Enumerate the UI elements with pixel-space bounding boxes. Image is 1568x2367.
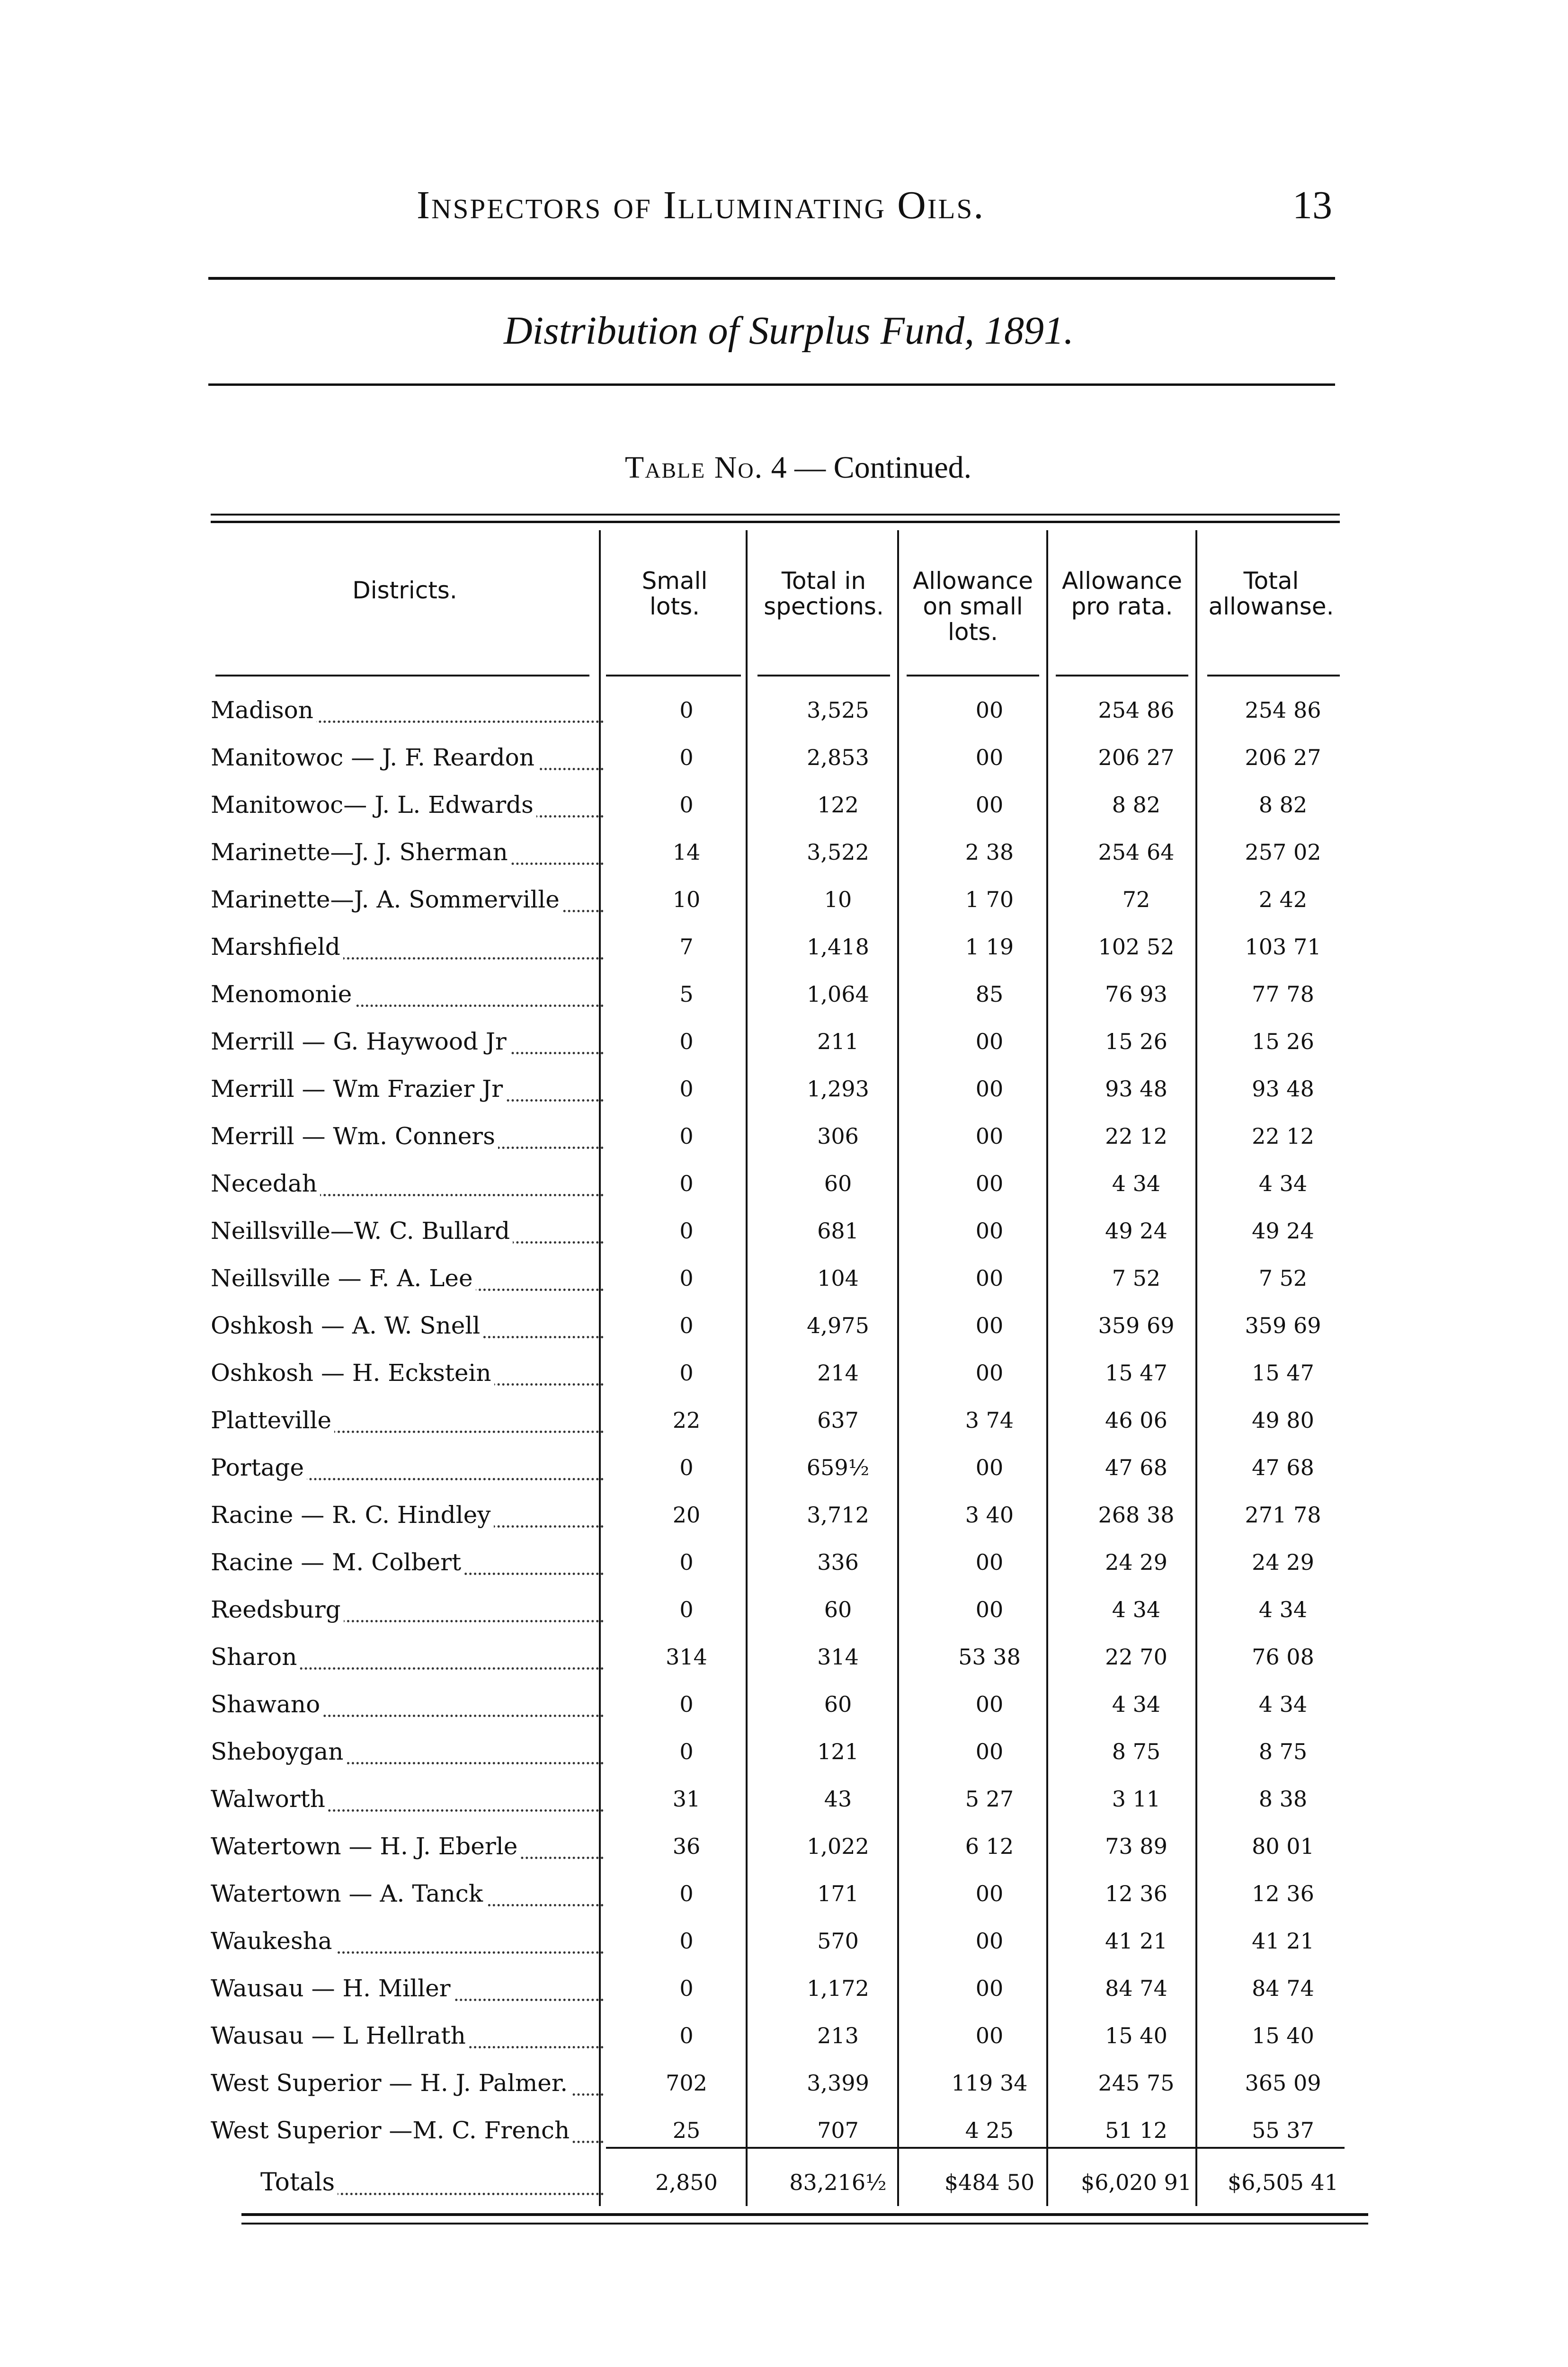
header-underline bbox=[215, 675, 589, 676]
allowance-pro-rata-cell: 102 52 bbox=[1098, 934, 1175, 960]
district-name: West Superior — H. J. Palmer. bbox=[211, 2069, 570, 2097]
table-row bbox=[0, 686, 1568, 734]
small-lots-cell: 5 bbox=[679, 981, 694, 1007]
total-allowance-cell: 24 29 bbox=[1252, 1549, 1314, 1575]
table-caption bbox=[0, 450, 1568, 486]
total-inspections-cell: 122 bbox=[817, 792, 859, 818]
allowance-pro-rata-cell: 206 27 bbox=[1098, 745, 1175, 770]
allowance-pro-rata-cell: 73 89 bbox=[1105, 1833, 1167, 1859]
table-bottom-rule-1 bbox=[241, 2213, 1368, 2216]
district-name: Platteville bbox=[211, 1406, 334, 1434]
total-inspections-cell: 104 bbox=[817, 1265, 859, 1291]
total-allowance-cell: 15 40 bbox=[1252, 2023, 1314, 2048]
total-allowance-cell: 12 36 bbox=[1252, 1881, 1314, 1906]
district-cell bbox=[211, 1633, 604, 1681]
table-bottom-rule-2 bbox=[241, 2223, 1368, 2225]
allowance-pro-rata-cell: 24 29 bbox=[1105, 1549, 1167, 1575]
section-subtitle: Distribution of Surplus Fund, 1891. bbox=[503, 309, 1074, 353]
district-name: Merrill — G. Haywood Jr bbox=[211, 1028, 509, 1055]
allowance-pro-rata-cell: 8 82 bbox=[1112, 792, 1161, 818]
district-name: Wausau — H. Miller bbox=[211, 1975, 454, 2002]
total-inspections-cell: 171 bbox=[817, 1881, 859, 1906]
table-row bbox=[0, 1018, 1568, 1065]
district-name: Shawano bbox=[211, 1691, 323, 1718]
table-row bbox=[0, 1870, 1568, 1917]
total-inspections-cell: 659½ bbox=[806, 1455, 870, 1480]
small-lots-cell: 702 bbox=[666, 2070, 707, 2096]
district-cell bbox=[211, 1397, 604, 1444]
district-name: Neillsville—W. C. Bullard bbox=[211, 1217, 513, 1245]
district-cell bbox=[211, 1586, 604, 1633]
total-inspections-cell: 211 bbox=[817, 1029, 859, 1054]
total-inspections-cell: 681 bbox=[817, 1218, 859, 1244]
allowance-pro-rata-cell: 254 86 bbox=[1098, 697, 1175, 723]
allowance-pro-rata-cell: 4 34 bbox=[1112, 1171, 1161, 1196]
total-inspections-cell: 637 bbox=[817, 1407, 859, 1433]
totals-allowance-small-lots: $484 50 bbox=[944, 2170, 1035, 2195]
small-lots-cell: 0 bbox=[679, 1360, 694, 1386]
table-row bbox=[0, 1491, 1568, 1539]
district-name: Merrill — Wm. Conners bbox=[211, 1122, 498, 1150]
small-lots-cell: 0 bbox=[679, 1739, 694, 1764]
total-inspections-cell: 3,712 bbox=[807, 1502, 869, 1528]
header-underline bbox=[606, 675, 741, 676]
small-lots-cell: 31 bbox=[672, 1786, 701, 1812]
allowance-small-lots-cell: 00 bbox=[975, 1881, 1004, 1906]
total-allowance-cell: 84 74 bbox=[1252, 1975, 1314, 2001]
table-row bbox=[0, 1160, 1568, 1207]
allowance-small-lots-cell: 00 bbox=[975, 697, 1004, 723]
table-row bbox=[0, 923, 1568, 970]
allowance-small-lots-cell: 00 bbox=[975, 1076, 1004, 1102]
district-cell bbox=[211, 1728, 604, 1775]
district-name: Waukesha bbox=[211, 1927, 335, 1955]
district-cell bbox=[211, 1302, 604, 1349]
total-inspections-cell: 1,022 bbox=[807, 1833, 869, 1859]
total-inspections-cell: 213 bbox=[817, 2023, 859, 2048]
total-inspections-cell: 214 bbox=[817, 1360, 859, 1386]
total-inspections-cell: 3,522 bbox=[807, 839, 869, 865]
total-allowance-cell: 49 24 bbox=[1252, 1218, 1314, 1244]
district-name: Portage bbox=[211, 1454, 307, 1481]
allowance-small-lots-cell: 6 12 bbox=[965, 1833, 1014, 1859]
district-name: Racine — M. Colbert bbox=[211, 1548, 464, 1576]
allowance-small-lots-cell: 00 bbox=[975, 1029, 1004, 1054]
total-allowance-cell: 254 86 bbox=[1245, 697, 1321, 723]
district-cell bbox=[211, 1965, 604, 2012]
district-name: Sheboygan bbox=[211, 1738, 346, 1765]
small-lots-cell: 0 bbox=[679, 1549, 694, 1575]
table-row bbox=[0, 1775, 1568, 1823]
total-inspections-cell: 60 bbox=[824, 1171, 852, 1196]
allowance-pro-rata-cell: 4 34 bbox=[1112, 1597, 1161, 1622]
small-lots-cell: 10 bbox=[672, 887, 701, 912]
table-row bbox=[0, 1539, 1568, 1586]
allowance-small-lots-cell: 00 bbox=[975, 1218, 1004, 1244]
small-lots-cell: 25 bbox=[672, 2118, 701, 2143]
totals-row bbox=[0, 2159, 1568, 2206]
total-allowance-cell: 47 68 bbox=[1252, 1455, 1314, 1480]
total-allowance-cell: 15 47 bbox=[1252, 1360, 1314, 1386]
total-allowance-cell: 4 34 bbox=[1258, 1597, 1308, 1622]
allowance-pro-rata-cell: 15 26 bbox=[1105, 1029, 1167, 1054]
table-row bbox=[0, 1586, 1568, 1633]
district-cell bbox=[211, 1349, 604, 1397]
district-cell bbox=[211, 1539, 604, 1586]
total-allowance-cell: 41 21 bbox=[1252, 1928, 1314, 1954]
allowance-small-lots-cell: 00 bbox=[975, 1975, 1004, 2001]
total-inspections-cell: 60 bbox=[824, 1691, 852, 1717]
total-allowance-cell: 271 78 bbox=[1245, 1502, 1321, 1528]
header-underline bbox=[907, 675, 1039, 676]
allowance-small-lots-cell: 00 bbox=[975, 1313, 1004, 1338]
total-inspections-cell: 336 bbox=[817, 1549, 859, 1575]
small-lots-cell: 0 bbox=[679, 745, 694, 770]
small-lots-cell: 0 bbox=[679, 2023, 694, 2048]
table-row bbox=[0, 734, 1568, 781]
total-allowance-cell: 103 71 bbox=[1245, 934, 1321, 960]
allowance-pro-rata-cell: 41 21 bbox=[1105, 1928, 1167, 1954]
district-cell bbox=[211, 1775, 604, 1823]
column-header-total-inspections: Total in spections. bbox=[764, 567, 884, 620]
table-row bbox=[0, 1917, 1568, 1965]
column-header-allowance-pro-rata: Allowance pro rata. bbox=[1061, 567, 1183, 620]
allowance-pro-rata-cell: 93 48 bbox=[1105, 1076, 1167, 1102]
header-underline bbox=[1207, 675, 1340, 676]
district-cell bbox=[211, 2059, 604, 2107]
district-cell bbox=[211, 1065, 604, 1112]
allowance-pro-rata-cell: 15 40 bbox=[1105, 2023, 1167, 2048]
total-inspections-cell: 1,064 bbox=[807, 981, 869, 1007]
district-name: Oshkosh — A. W. Snell bbox=[211, 1312, 483, 1339]
district-cell bbox=[211, 1823, 604, 1870]
allowance-pro-rata-cell: 22 70 bbox=[1105, 1644, 1167, 1670]
total-allowance-cell: 76 08 bbox=[1252, 1644, 1314, 1670]
small-lots-cell: 0 bbox=[679, 1881, 694, 1906]
total-inspections-cell: 707 bbox=[817, 2118, 859, 2143]
allowance-pro-rata-cell: 84 74 bbox=[1105, 1975, 1167, 2001]
allowance-small-lots-cell: 3 74 bbox=[965, 1407, 1014, 1433]
total-allowance-cell: 206 27 bbox=[1245, 745, 1321, 770]
total-allowance-cell: 257 02 bbox=[1245, 839, 1321, 865]
total-inspections-cell: 10 bbox=[824, 887, 852, 912]
district-cell bbox=[211, 2012, 604, 2059]
table-top-rule-1 bbox=[211, 514, 1340, 516]
allowance-small-lots-cell: 1 19 bbox=[965, 934, 1014, 960]
table-top-rule-2 bbox=[211, 521, 1340, 523]
district-cell bbox=[211, 1491, 604, 1539]
small-lots-cell: 314 bbox=[666, 1644, 707, 1670]
allowance-pro-rata-cell: 51 12 bbox=[1105, 2118, 1167, 2143]
totals-small-lots: 2,850 bbox=[655, 2170, 718, 2195]
district-name: Wausau — L Hellrath bbox=[211, 2022, 469, 2049]
header-rule-top bbox=[208, 277, 1335, 280]
allowance-pro-rata-cell: 22 12 bbox=[1105, 1123, 1167, 1149]
total-inspections-cell: 4,975 bbox=[807, 1313, 869, 1338]
small-lots-cell: 0 bbox=[679, 792, 694, 818]
allowance-small-lots-cell: 2 38 bbox=[965, 839, 1014, 865]
district-cell bbox=[211, 1681, 604, 1728]
small-lots-cell: 0 bbox=[679, 1265, 694, 1291]
district-name: Neillsville — F. A. Lee bbox=[211, 1264, 476, 1292]
allowance-small-lots-cell: 53 38 bbox=[958, 1644, 1021, 1670]
page-number: 13 bbox=[1292, 183, 1332, 227]
district-cell bbox=[211, 2107, 604, 2154]
table-row bbox=[0, 2059, 1568, 2107]
total-inspections-cell: 306 bbox=[817, 1123, 859, 1149]
column-header-allowance-small-lots: Allowance on small lots. bbox=[912, 567, 1033, 646]
allowance-small-lots-cell: 00 bbox=[975, 1597, 1004, 1622]
allowance-small-lots-cell: 00 bbox=[975, 1171, 1004, 1196]
district-cell bbox=[211, 828, 604, 876]
district-cell bbox=[211, 923, 604, 970]
total-allowance-cell: 8 38 bbox=[1258, 1786, 1308, 1812]
totals-rule bbox=[606, 2147, 1345, 2149]
table-caption-number: 4 — Continued. bbox=[771, 450, 972, 485]
table-row bbox=[0, 1302, 1568, 1349]
totals-total-inspections: 83,216½ bbox=[789, 2170, 887, 2195]
small-lots-cell: 0 bbox=[679, 1928, 694, 1954]
allowance-pro-rata-cell: 4 34 bbox=[1112, 1691, 1161, 1717]
small-lots-cell: 20 bbox=[672, 1502, 701, 1528]
total-inspections-cell: 2,853 bbox=[807, 745, 869, 770]
table-row bbox=[0, 1823, 1568, 1870]
allowance-small-lots-cell: 00 bbox=[975, 2023, 1004, 2048]
allowance-small-lots-cell: 00 bbox=[975, 745, 1004, 770]
small-lots-cell: 36 bbox=[672, 1833, 701, 1859]
small-lots-cell: 14 bbox=[672, 839, 701, 865]
allowance-small-lots-cell: 00 bbox=[975, 1265, 1004, 1291]
district-cell bbox=[211, 1160, 604, 1207]
district-cell bbox=[211, 734, 604, 781]
allowance-pro-rata-cell: 7 52 bbox=[1112, 1265, 1161, 1291]
allowance-small-lots-cell: 00 bbox=[975, 792, 1004, 818]
table-row bbox=[0, 1065, 1568, 1112]
allowance-pro-rata-cell: 76 93 bbox=[1105, 981, 1167, 1007]
district-name: Marinette—J. J. Sherman bbox=[211, 838, 511, 866]
total-allowance-cell: 8 75 bbox=[1258, 1739, 1308, 1764]
district-name: Merrill — Wm Frazier Jr bbox=[211, 1075, 506, 1103]
allowance-pro-rata-cell: 8 75 bbox=[1112, 1739, 1161, 1764]
table-row bbox=[0, 1255, 1568, 1302]
allowance-small-lots-cell: 3 40 bbox=[965, 1502, 1014, 1528]
district-name: Marinette—J. A. Sommerville bbox=[211, 886, 562, 913]
running-head: Inspectors of Illuminating Oils. bbox=[417, 183, 985, 227]
table-row bbox=[0, 828, 1568, 876]
header-underline bbox=[757, 675, 890, 676]
table-row bbox=[0, 876, 1568, 923]
total-inspections-cell: 3,525 bbox=[807, 697, 869, 723]
total-inspections-cell: 314 bbox=[817, 1644, 859, 1670]
district-name: Watertown — H. J. Eberle bbox=[211, 1833, 520, 1860]
column-header-small-lots: Small lots. bbox=[641, 567, 708, 620]
table-row bbox=[0, 1965, 1568, 2012]
district-cell bbox=[211, 1870, 604, 1917]
total-inspections-cell: 121 bbox=[817, 1739, 859, 1764]
small-lots-cell: 0 bbox=[679, 1455, 694, 1480]
allowance-pro-rata-cell: 3 11 bbox=[1112, 1786, 1161, 1812]
district-cell bbox=[211, 1917, 604, 1965]
allowance-small-lots-cell: 00 bbox=[975, 1691, 1004, 1717]
table-row bbox=[0, 1728, 1568, 1775]
total-allowance-cell: 80 01 bbox=[1252, 1833, 1314, 1859]
total-inspections-cell: 3,399 bbox=[807, 2070, 869, 2096]
allowance-pro-rata-cell: 49 24 bbox=[1105, 1218, 1167, 1244]
column-header-districts: Districts. bbox=[352, 577, 457, 604]
allowance-pro-rata-cell: 359 69 bbox=[1098, 1313, 1175, 1338]
district-cell bbox=[211, 1255, 604, 1302]
small-lots-cell: 0 bbox=[679, 1029, 694, 1054]
allowance-small-lots-cell: 00 bbox=[975, 1455, 1004, 1480]
district-name: West Superior —M. C. French bbox=[211, 2117, 572, 2144]
total-allowance-cell: 55 37 bbox=[1252, 2118, 1314, 2143]
small-lots-cell: 0 bbox=[679, 1975, 694, 2001]
district-name: Racine — R. C. Hindley bbox=[211, 1501, 494, 1529]
small-lots-cell: 0 bbox=[679, 697, 694, 723]
allowance-pro-rata-cell: 46 06 bbox=[1105, 1407, 1167, 1433]
small-lots-cell: 0 bbox=[679, 1076, 694, 1102]
table-row bbox=[0, 1112, 1568, 1160]
allowance-small-lots-cell: 00 bbox=[975, 1928, 1004, 1954]
table-row bbox=[0, 970, 1568, 1018]
totals-label-cell bbox=[260, 2159, 604, 2206]
total-allowance-cell: 15 26 bbox=[1252, 1029, 1314, 1054]
allowance-small-lots-cell: 00 bbox=[975, 1360, 1004, 1386]
district-name: Watertown — A. Tanck bbox=[211, 1880, 486, 1907]
district-cell bbox=[211, 1018, 604, 1065]
allowance-pro-rata-cell: 12 36 bbox=[1105, 1881, 1167, 1906]
total-allowance-cell: 359 69 bbox=[1245, 1313, 1321, 1338]
total-allowance-cell: 4 34 bbox=[1258, 1171, 1308, 1196]
table-row bbox=[0, 1207, 1568, 1255]
total-allowance-cell: 49 80 bbox=[1252, 1407, 1314, 1433]
column-header-total-allowance: Total allowanse. bbox=[1208, 567, 1334, 620]
total-allowance-cell: 7 52 bbox=[1258, 1265, 1308, 1291]
small-lots-cell: 0 bbox=[679, 1597, 694, 1622]
total-allowance-cell: 77 78 bbox=[1252, 981, 1314, 1007]
totals-label: Totals bbox=[260, 2168, 338, 2197]
table-row bbox=[0, 1349, 1568, 1397]
table-row bbox=[0, 1681, 1568, 1728]
header-underline bbox=[1056, 675, 1188, 676]
district-name: Necedah bbox=[211, 1170, 320, 1197]
small-lots-cell: 0 bbox=[679, 1218, 694, 1244]
district-name: Madison bbox=[211, 696, 316, 724]
allowance-small-lots-cell: 00 bbox=[975, 1739, 1004, 1764]
district-name: Marshfield bbox=[211, 933, 343, 961]
table-caption-label: Table No. bbox=[624, 450, 764, 485]
small-lots-cell: 0 bbox=[679, 1313, 694, 1338]
total-allowance-cell: 4 34 bbox=[1258, 1691, 1308, 1717]
small-lots-cell: 0 bbox=[679, 1123, 694, 1149]
allowance-small-lots-cell: 85 bbox=[975, 981, 1004, 1007]
total-inspections-cell: 1,418 bbox=[807, 934, 869, 960]
small-lots-cell: 7 bbox=[679, 934, 694, 960]
small-lots-cell: 0 bbox=[679, 1171, 694, 1196]
small-lots-cell: 22 bbox=[672, 1407, 701, 1433]
table-row bbox=[0, 1633, 1568, 1681]
district-name: Manitowoc— J. L. Edwards bbox=[211, 791, 536, 819]
allowance-pro-rata-cell: 47 68 bbox=[1105, 1455, 1167, 1480]
totals-allowance-pro-rata: $6,020 91 bbox=[1080, 2170, 1192, 2195]
small-lots-cell: 0 bbox=[679, 1691, 694, 1717]
table-row bbox=[0, 781, 1568, 828]
allowance-small-lots-cell: 1 70 bbox=[965, 887, 1014, 912]
district-name: Oshkosh — H. Eckstein bbox=[211, 1359, 494, 1387]
allowance-pro-rata-cell: 72 bbox=[1122, 887, 1150, 912]
table-row bbox=[0, 2012, 1568, 2059]
total-inspections-cell: 570 bbox=[817, 1928, 859, 1954]
district-cell bbox=[211, 970, 604, 1018]
district-name: Manitowoc — J. F. Reardon bbox=[211, 744, 537, 771]
table-row bbox=[0, 1397, 1568, 1444]
district-name: Walworth bbox=[211, 1785, 328, 1813]
district-name: Menomonie bbox=[211, 980, 355, 1008]
allowance-pro-rata-cell: 15 47 bbox=[1105, 1360, 1167, 1386]
total-inspections-cell: 60 bbox=[824, 1597, 852, 1622]
district-name: Sharon bbox=[211, 1643, 300, 1671]
total-allowance-cell: 2 42 bbox=[1258, 887, 1308, 912]
table-row bbox=[0, 1444, 1568, 1491]
total-allowance-cell: 22 12 bbox=[1252, 1123, 1314, 1149]
district-cell bbox=[211, 1207, 604, 1255]
district-name: Reedsburg bbox=[211, 1596, 344, 1623]
district-cell bbox=[211, 1112, 604, 1160]
totals-total-allowance: $6,505 41 bbox=[1227, 2170, 1339, 2195]
allowance-pro-rata-cell: 268 38 bbox=[1098, 1502, 1175, 1528]
header-rule-bottom bbox=[208, 383, 1335, 386]
total-inspections-cell: 1,172 bbox=[807, 1975, 869, 2001]
allowance-small-lots-cell: 119 34 bbox=[951, 2070, 1028, 2096]
district-cell bbox=[211, 686, 604, 734]
total-allowance-cell: 93 48 bbox=[1252, 1076, 1314, 1102]
total-allowance-cell: 365 09 bbox=[1245, 2070, 1321, 2096]
allowance-pro-rata-cell: 245 75 bbox=[1098, 2070, 1175, 2096]
allowance-small-lots-cell: 00 bbox=[975, 1549, 1004, 1575]
allowance-small-lots-cell: 4 25 bbox=[965, 2118, 1014, 2143]
district-cell bbox=[211, 876, 604, 923]
allowance-small-lots-cell: 00 bbox=[975, 1123, 1004, 1149]
total-inspections-cell: 1,293 bbox=[807, 1076, 869, 1102]
allowance-small-lots-cell: 5 27 bbox=[965, 1786, 1014, 1812]
total-allowance-cell: 8 82 bbox=[1258, 792, 1308, 818]
district-cell bbox=[211, 1444, 604, 1491]
allowance-pro-rata-cell: 254 64 bbox=[1098, 839, 1175, 865]
district-cell bbox=[211, 781, 604, 828]
total-inspections-cell: 43 bbox=[824, 1786, 852, 1812]
